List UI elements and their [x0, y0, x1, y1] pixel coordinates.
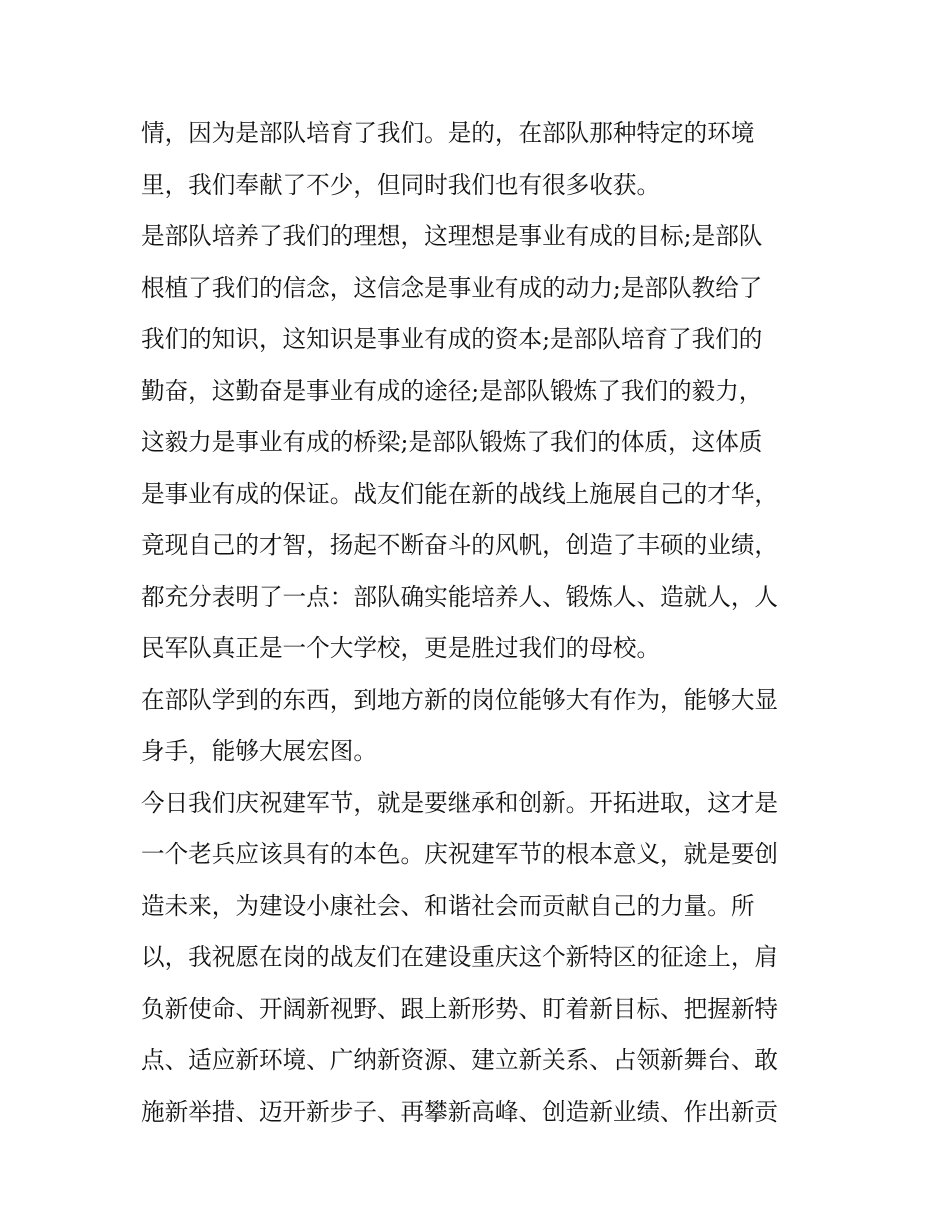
text-line: 点、适应新环境、广纳新资源、建立新关系、占领新舞台、敢	[141, 1046, 779, 1074]
text-line: 这毅力是事业有成的桥梁;是部队锻炼了我们的体质，这体质	[141, 428, 763, 456]
text-line: 情，因为是部队培育了我们。是的，在部队那种特定的环境	[141, 119, 755, 147]
text-line: 竟现自己的才智，扬起不断奋斗的风帆，创造了丰硕的业绩，	[141, 531, 779, 559]
text-line: 身手，能够大展宏图。	[141, 737, 377, 765]
text-line: 造未来，为建设小康社会、和谐社会而贡献自己的力量。所	[141, 891, 755, 920]
text-line: 都充分表明了一点：部队确实能培养人、锻炼人、造就人，人	[141, 582, 779, 611]
text-line: 今日我们庆祝建军节，就是要继承和创新。开拓进取，这才是	[141, 788, 779, 817]
text-line: 根植了我们的信念，这信念是事业有成的动力;是部队教给了	[141, 273, 763, 302]
text-line: 以，我祝愿在岗的战友们在建设重庆这个新特区的征途上，肩	[141, 943, 779, 971]
text-line: 一个老兵应该具有的本色。庆祝建军节的根本意义，就是要创	[141, 840, 779, 868]
text-line: 在部队学到的东西，到地方新的岗位能够大有作为，能够大显	[141, 685, 779, 714]
text-line: 勤奋，这勤奋是事业有成的途径;是部队锻炼了我们的毅力，	[141, 376, 763, 405]
text-line: 我们的知识，这知识是事业有成的资本;是部队培育了我们的	[141, 325, 763, 353]
text-line: 民军队真正是一个大学校，更是胜过我们的母校。	[141, 634, 661, 662]
text-line: 是部队培养了我们的理想，这理想是事业有成的目标;是部队	[141, 222, 763, 250]
text-line: 是事业有成的保证。战友们能在新的战线上施展自己的才华，	[141, 479, 779, 508]
text-line: 施新举措、迈开新步子、再攀新高峰、创造新业绩、作出新贡	[141, 1097, 779, 1126]
body-text	[141, 108, 831, 1138]
text-line: 里，我们奉献了不少，但同时我们也有很多收获。	[141, 170, 661, 199]
text-line: 负新使命、开阔新视野、跟上新形势、盯着新目标、把握新特	[141, 994, 779, 1023]
